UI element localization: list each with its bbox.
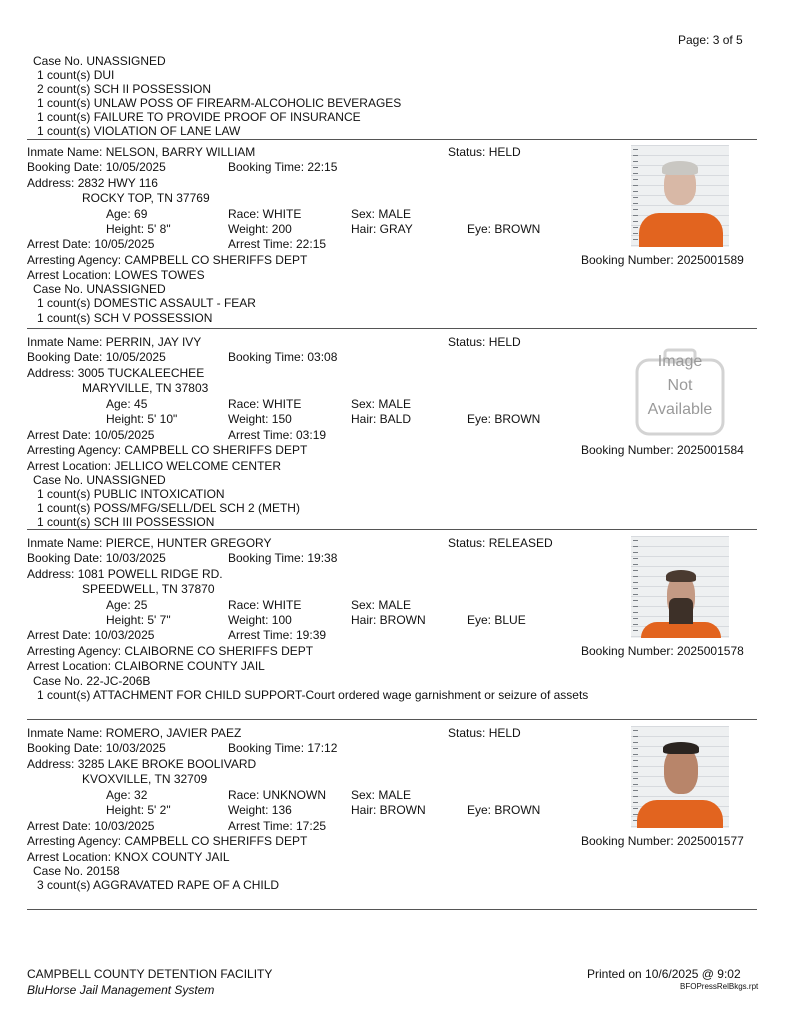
race: Race: WHITE	[228, 397, 302, 411]
arrest-date: Arrest Date: 10/03/2025	[27, 819, 155, 833]
booking-date: Booking Date: 10/05/2025	[27, 350, 166, 364]
booking-number: Booking Number: 2025001578	[581, 644, 744, 658]
inmate-status: Status: HELD	[448, 145, 521, 159]
race: Race: WHITE	[228, 598, 302, 612]
eye: Eye: BROWN	[467, 412, 541, 426]
weight: Weight: 150	[228, 412, 292, 426]
eye: Eye: BROWN	[467, 222, 541, 236]
race: Race: WHITE	[228, 207, 302, 221]
placeholder-text: Available	[647, 401, 713, 418]
booking-time: Booking Time: 19:38	[228, 551, 338, 565]
placeholder-text: Not	[667, 377, 693, 394]
inmate-status: Status: HELD	[448, 726, 521, 740]
sex: Sex: MALE	[351, 207, 412, 221]
arrest-location: Arrest Location: KNOX COUNTY JAIL	[27, 850, 230, 864]
booking-number: Booking Number: 2025001584	[581, 443, 744, 457]
mugshot-photo	[631, 726, 729, 828]
placeholder-text: Image	[657, 353, 703, 370]
age: Age: 45	[106, 397, 148, 411]
image-not-available-placeholder	[631, 340, 729, 442]
divider	[27, 529, 757, 530]
case-number: Case No. UNASSIGNED	[33, 282, 166, 296]
hair: Hair: BROWN	[351, 613, 426, 627]
booking-number: Booking Number: 2025001589	[581, 253, 744, 267]
arrest-date: Arrest Date: 10/03/2025	[27, 628, 155, 642]
height: Height: 5' 10"	[106, 412, 178, 426]
booking-time: Booking Time: 17:12	[228, 741, 338, 755]
printed-timestamp: Printed on 10/6/2025 @ 9:02	[587, 967, 741, 981]
weight: Weight: 200	[228, 222, 292, 236]
case-number: Case No. UNASSIGNED	[33, 473, 166, 487]
divider	[27, 909, 757, 910]
charge-line: 2 count(s) SCH II POSSESSION	[37, 82, 212, 96]
height: Height: 5' 8"	[106, 222, 171, 236]
charge-line: 1 count(s) SCH III POSSESSION	[37, 515, 215, 529]
weight: Weight: 136	[228, 803, 292, 817]
arresting-agency: Arresting Agency: CLAIBORNE CO SHERIFFS DEPT	[27, 644, 314, 658]
address-line: Address: 3285 LAKE BROKE BOOLIVARD	[27, 757, 257, 771]
weight: Weight: 100	[228, 613, 292, 627]
charge-line: 1 count(s) DOMESTIC ASSAULT - FEAR	[37, 296, 256, 310]
eye: Eye: BROWN	[467, 803, 541, 817]
address-city: SPEEDWELL, TN 37870	[82, 582, 215, 596]
charge-line: 3 count(s) AGGRAVATED RAPE OF A CHILD	[37, 878, 280, 892]
arresting-agency: Arresting Agency: CAMPBELL CO SHERIFFS DEPT	[27, 443, 308, 457]
booking-time: Booking Time: 03:08	[228, 350, 338, 364]
booking-date: Booking Date: 10/05/2025	[27, 160, 166, 174]
sex: Sex: MALE	[351, 598, 412, 612]
inmate-name: Inmate Name: PIERCE, HUNTER GREGORY	[27, 536, 272, 550]
hair: Hair: GRAY	[351, 222, 413, 236]
height: Height: 5' 7"	[106, 613, 171, 627]
mugshot-photo	[631, 536, 729, 638]
hair: Hair: BALD	[351, 412, 412, 426]
sex: Sex: MALE	[351, 397, 412, 411]
inmate-name: Inmate Name: ROMERO, JAVIER PAEZ	[27, 726, 242, 740]
address-city: KVOXVILLE, TN 32709	[82, 772, 208, 786]
charge-line: 1 count(s) UNLAW POSS OF FIREARM-ALCOHOLIC BEVERAGES	[37, 96, 402, 110]
address-city: ROCKY TOP, TN 37769	[82, 191, 210, 205]
age: Age: 32	[106, 788, 148, 802]
case-number: Case No. 20158	[33, 864, 120, 878]
charge-line: 1 count(s) VIOLATION OF LANE LAW	[37, 124, 241, 138]
hair: Hair: BROWN	[351, 803, 426, 817]
facility-name: CAMPBELL COUNTY DETENTION FACILITY	[27, 967, 273, 981]
age: Age: 25	[106, 598, 148, 612]
charge-line: 1 count(s) DUI	[37, 68, 115, 82]
arrest-time: Arrest Time: 03:19	[228, 428, 327, 442]
arrest-date: Arrest Date: 10/05/2025	[27, 237, 155, 251]
divider	[27, 719, 757, 720]
inmate-status: Status: RELEASED	[448, 536, 553, 550]
arrest-location: Arrest Location: JELLICO WELCOME CENTER	[27, 459, 282, 473]
arrest-time: Arrest Time: 22:15	[228, 237, 327, 251]
inmate-name: Inmate Name: PERRIN, JAY IVY	[27, 335, 202, 349]
case-number: Case No. 22-JC-206B	[33, 674, 151, 688]
booking-date: Booking Date: 10/03/2025	[27, 551, 166, 565]
address-line: Address: 2832 HWY 116	[27, 176, 158, 190]
divider	[27, 328, 757, 329]
address-line: Address: 3005 TUCKALEECHEE	[27, 366, 205, 380]
address-line: Address: 1081 POWELL RIDGE RD.	[27, 567, 223, 581]
height: Height: 5' 2"	[106, 803, 171, 817]
address-city: MARYVILLE, TN 37803	[82, 381, 209, 395]
arrest-time: Arrest Time: 19:39	[228, 628, 327, 642]
booking-time: Booking Time: 22:15	[228, 160, 338, 174]
mugshot-photo	[631, 145, 729, 247]
charge-line: 1 count(s) ATTACHMENT FOR CHILD SUPPORT-Court ordered wage garnishment or seizure of assets	[37, 688, 589, 702]
inmate-status: Status: HELD	[448, 335, 521, 349]
arresting-agency: Arresting Agency: CAMPBELL CO SHERIFFS DEPT	[27, 253, 308, 267]
sex: Sex: MALE	[351, 788, 412, 802]
age: Age: 69	[106, 207, 148, 221]
arrest-location: Arrest Location: CLAIBORNE COUNTY JAIL	[27, 659, 265, 673]
arrest-time: Arrest Time: 17:25	[228, 819, 327, 833]
booking-date: Booking Date: 10/03/2025	[27, 741, 166, 755]
inmate-name: Inmate Name: NELSON, BARRY WILLIAM	[27, 145, 256, 159]
arrest-location: Arrest Location: LOWES TOWES	[27, 268, 205, 282]
charge-line: 1 count(s) FAILURE TO PROVIDE PROOF OF INSURANCE	[37, 110, 361, 124]
race: Race: UNKNOWN	[228, 788, 327, 802]
page-number: Page: 3 of 5	[678, 33, 743, 47]
charge-line: 1 count(s) SCH V POSSESSION	[37, 311, 213, 325]
divider	[27, 139, 757, 140]
arresting-agency: Arresting Agency: CAMPBELL CO SHERIFFS DEPT	[27, 834, 308, 848]
case-number: Case No. UNASSIGNED	[33, 54, 166, 68]
charge-line: 1 count(s) POSS/MFG/SELL/DEL SCH 2 (METH)	[37, 501, 300, 515]
charge-line: 1 count(s) PUBLIC INTOXICATION	[37, 487, 225, 501]
arrest-date: Arrest Date: 10/05/2025	[27, 428, 155, 442]
eye: Eye: BLUE	[467, 613, 526, 627]
booking-number: Booking Number: 2025001577	[581, 834, 744, 848]
system-name: BluHorse Jail Management System	[27, 983, 215, 997]
report-filename: BFOPressRelBkgs.rpt	[680, 982, 759, 991]
